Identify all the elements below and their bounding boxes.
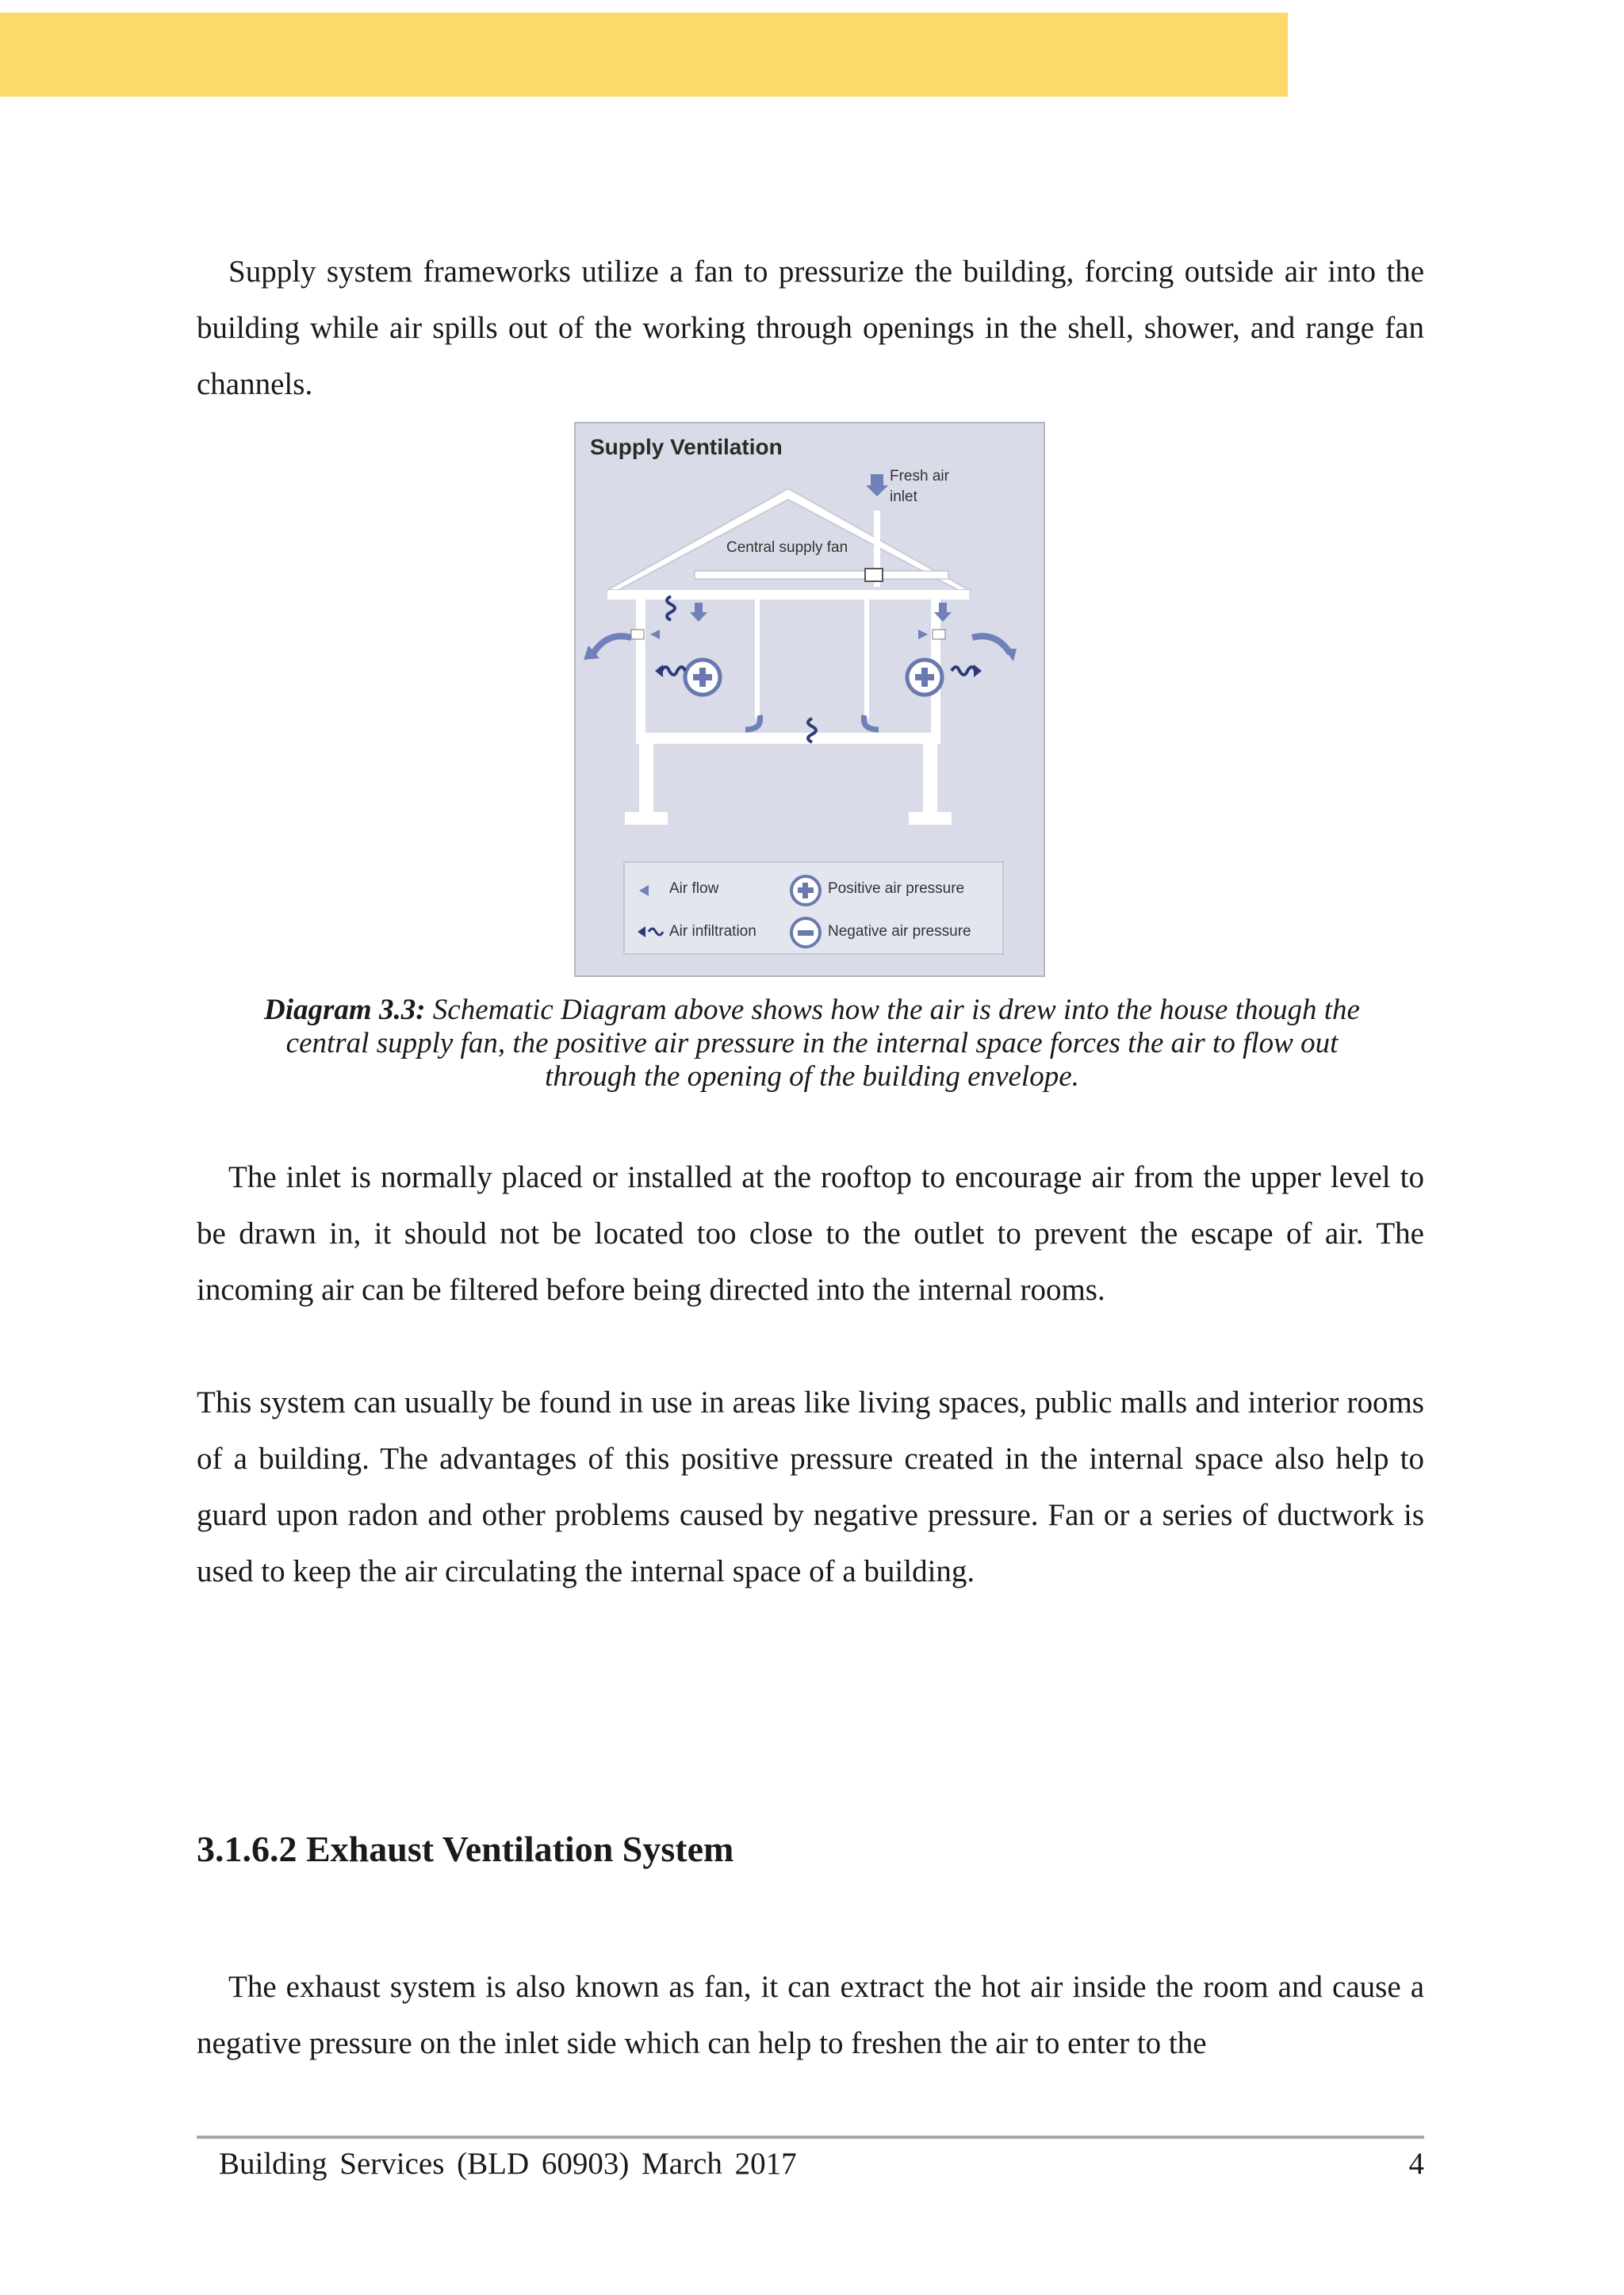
- left-footing: [625, 812, 668, 825]
- paragraph-usage: This system can usually be found in use in areas like living spaces, public malls and interior rooms of a building. The advantages of this positive pressure created in the internal space also help to guard upon radon and other problems caused by negative pressure. Fan or a series of ductwork is used to keep the air circulating the internal space of a building.: [197, 1385, 1424, 1588]
- diagram-caption: [238, 994, 1386, 1094]
- caption-label: Diagram 3.3:: [264, 994, 426, 1026]
- footer-course: Building Services (BLD 60903) March 2017: [219, 2147, 797, 2181]
- paragraph-exhaust: The exhaust system is also known as fan, it can extract the hot air inside the room and cause a negative pressure on the inlet side which can help to freshen the air to enter to the: [197, 1970, 1424, 2060]
- legend-air-infiltration: Air infiltration: [669, 923, 756, 940]
- legend-air-flow: Air flow: [669, 880, 719, 897]
- fresh-air-arrow: [866, 474, 888, 496]
- caption-text: Schematic Diagram above shows how the air is drew into the house though the central supply fan, the positive air pressure in the internal space forces the air to flow out through the opening of the building envelope.: [285, 994, 1360, 1093]
- page-number: 4: [1408, 2147, 1424, 2181]
- legend-positive-pressure: Positive air pressure: [828, 880, 965, 897]
- air-infiltration-icon: [649, 929, 663, 935]
- paragraph-inlet: The inlet is normally placed or installed at the rooftop to encourage air from the upper level to be drawn in, it should not be located too close to the outlet to prevent the escape of air. The incoming air can be filtered before being directed into the internal rooms.: [197, 1160, 1424, 1307]
- left-wall: [636, 600, 645, 733]
- interior-post-right: [864, 600, 869, 718]
- legend-negative-pressure: Negative air pressure: [828, 923, 971, 940]
- air-flow-arrow-icon: [639, 885, 649, 896]
- diagram-legend: [623, 861, 1004, 955]
- left-pier: [639, 744, 653, 812]
- top-banner: [0, 13, 1288, 97]
- fresh-air-inlet-label: Fresh air inlet: [890, 468, 949, 505]
- right-pier: [923, 744, 937, 812]
- right-footing: [909, 812, 952, 825]
- diagram-title: Supply Ventilation: [590, 435, 783, 459]
- central-fan-box: [865, 569, 883, 581]
- central-supply-fan-label: Central supply fan: [726, 539, 848, 556]
- supply-ventilation-diagram: [574, 422, 1045, 977]
- supply-duct: [695, 571, 948, 579]
- section-heading: 3.1.6.2 Exhaust Ventilation System: [197, 1829, 734, 1869]
- floor-slab: [636, 733, 940, 744]
- footer-divider: [197, 2136, 1424, 2139]
- paragraph-supply-system: Supply system frameworks utilize a fan to pressurize the building, forcing outside air into the building while air spills out of the working through openings in the shell, shower, and range fan channels.: [197, 255, 1424, 401]
- interior-post-left: [755, 600, 760, 718]
- ceiling-beam: [607, 590, 969, 600]
